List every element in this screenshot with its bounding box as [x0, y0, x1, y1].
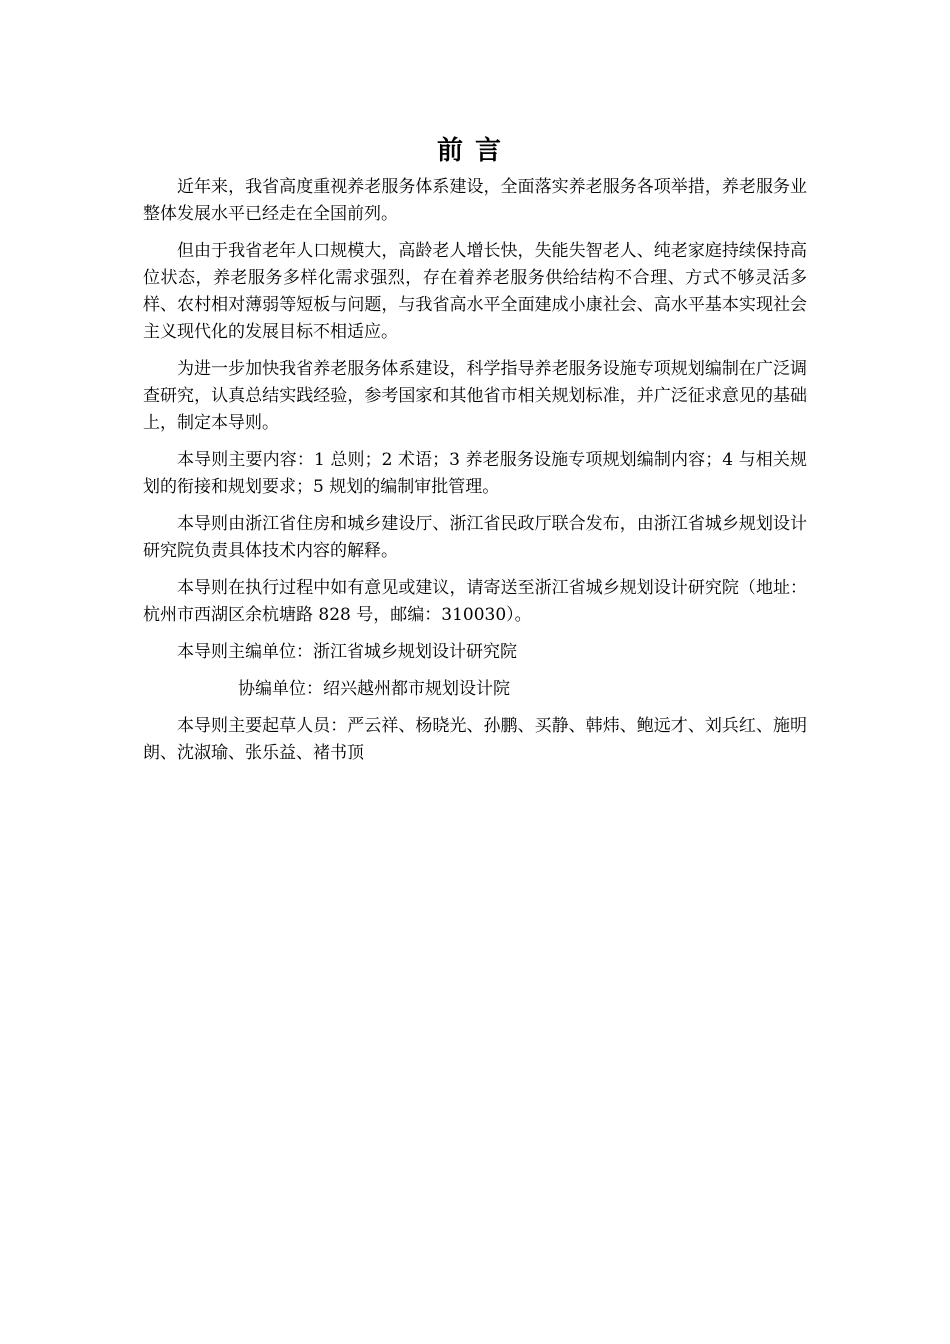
- paragraph-publisher: 本导则由浙江省住房和城乡建设厅、浙江省民政厅联合发布，由浙江省城乡规划设计研究院负责具体技术内容的解释。: [143, 514, 807, 561]
- paragraph-chief-editor: 本导则主编单位：浙江省城乡规划设计研究院: [177, 642, 517, 662]
- page-title: 前言: [436, 136, 513, 166]
- paragraph-contents: 本导则主要内容：1 总则；2 术语；3 养老服务设施专项规划编制内容；4 与相关规划的衔接和规划要求；5 规划的编制审批管理。: [143, 450, 807, 497]
- document-body: [143, 174, 807, 777]
- paragraph-drafters: 本导则主要起草人员：严云祥、杨晓光、孙鹏、买静、韩炜、鲍远才、刘兵红、施明朗、沈淑瑜、张乐益、褚书顶: [143, 716, 807, 763]
- paragraph-feedback: 本导则在执行过程中如有意见或建议，请寄送至浙江省城乡规划设计研究院（地址：杭州市西湖区余杭塘路 828 号，邮编：310030）。: [143, 578, 807, 625]
- paragraph-co-editor: 协编单位：绍兴越州都市规划设计院: [238, 679, 510, 699]
- paragraph-problems: 但由于我省老年人口规模大，高龄老人增长快，失能失智老人、纯老家庭持续保持高位状态，养老服务多样化需求强烈，存在着养老服务供给结构不合理、方式不够灵活多样、农村相对薄弱等短板与问题，与我省高水平全面建成小康社会、高水平基本实现社会主义现代化的发展目标不相适应。: [143, 241, 807, 342]
- paragraph-purpose: 为进一步加快我省养老服务体系建设，科学指导养老服务设施专项规划编制在广泛调查研究，认真总结实践经验，参考国家和其他省市相关规划标准，并广泛征求意见的基础上，制定本导则。: [143, 359, 807, 433]
- paragraph-intro: 近年来，我省高度重视养老服务体系建设，全面落实养老服务各项举措，养老服务业整体发展水平已经走在全国前列。: [143, 177, 807, 224]
